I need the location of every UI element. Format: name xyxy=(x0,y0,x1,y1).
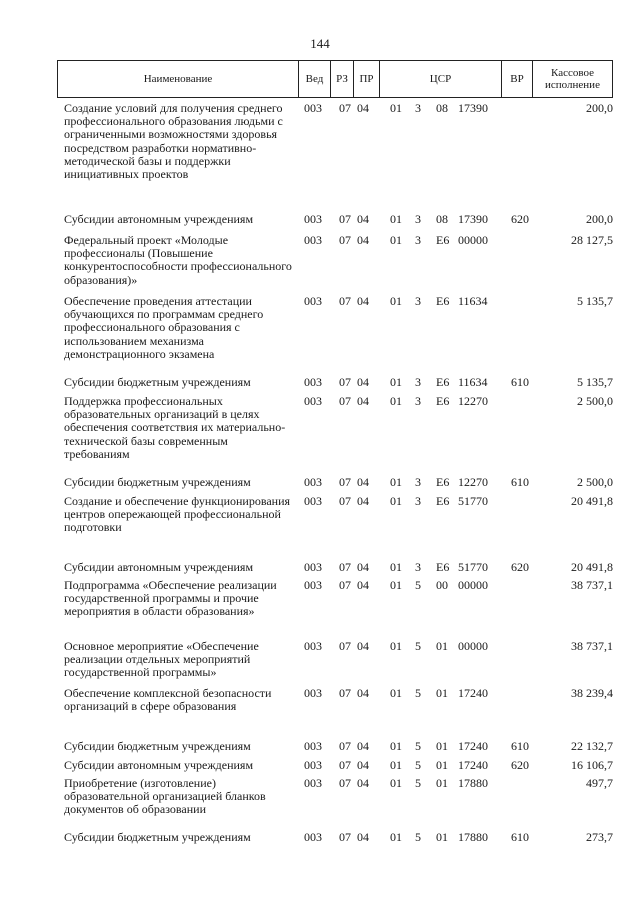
csr-event-cell: Е6 xyxy=(436,233,450,247)
csr-subprogram-cell: 3 xyxy=(415,212,421,226)
ved-cell: 003 xyxy=(304,294,322,308)
header-name: Наименование xyxy=(143,73,213,85)
csr-direction-cell: 12270 xyxy=(458,394,488,408)
csr-subprogram-cell: 5 xyxy=(415,758,421,772)
pr-cell: 04 xyxy=(357,739,369,753)
amount-cell: 38 737,1 xyxy=(571,639,613,653)
rz-cell: 07 xyxy=(339,758,351,772)
vr-cell: 620 xyxy=(511,758,529,772)
ved-cell: 003 xyxy=(304,686,322,700)
csr-event-cell: 01 xyxy=(436,739,448,753)
csr-subprogram-cell: 5 xyxy=(415,686,421,700)
csr-direction-cell: 17880 xyxy=(458,776,488,790)
csr-direction-cell: 17880 xyxy=(458,830,488,844)
name-cell: Обеспечение комплексной безопасности организаций в сфере образования xyxy=(64,686,272,714)
vr-cell: 610 xyxy=(511,375,529,389)
csr-event-cell: Е6 xyxy=(436,494,450,508)
ved-cell: 003 xyxy=(304,475,322,489)
table-row xyxy=(0,495,640,548)
page-number: 144 xyxy=(310,36,330,51)
csr-subprogram-cell: 5 xyxy=(415,639,421,653)
name-cell: Создание и обеспечение функционирования центров опережающей профессиональной подготовки xyxy=(64,494,291,535)
ved-cell: 003 xyxy=(304,739,322,753)
rz-cell: 07 xyxy=(339,394,351,408)
vr-cell: 620 xyxy=(511,212,529,226)
header-csr: ЦСР xyxy=(379,61,501,97)
table-header xyxy=(57,60,613,98)
pr-cell: 04 xyxy=(357,494,369,508)
csr-subprogram-cell: 3 xyxy=(415,101,421,115)
vr-cell: 620 xyxy=(511,560,529,574)
csr-event-cell: Е6 xyxy=(436,475,450,489)
amount-cell: 5 135,7 xyxy=(577,294,613,308)
csr-program-cell: 01 xyxy=(390,686,402,700)
pr-cell: 04 xyxy=(357,233,369,247)
csr-program-cell: 01 xyxy=(390,212,402,226)
pr-cell: 04 xyxy=(357,101,369,115)
table-row xyxy=(0,759,640,772)
ved-cell: 003 xyxy=(304,639,322,653)
rz-cell: 07 xyxy=(339,686,351,700)
csr-program-cell: 01 xyxy=(390,739,402,753)
csr-program-cell: 01 xyxy=(390,375,402,389)
name-cell: Обеспечение проведения аттестации обучающихся по программам среднего профессионального образования с использованием механизма демонстрационного экзамена xyxy=(64,294,264,361)
csr-subprogram-cell: 3 xyxy=(415,394,421,408)
csr-event-cell: Е6 xyxy=(436,294,450,308)
rz-cell: 07 xyxy=(339,101,351,115)
header-pr: ПР xyxy=(353,61,379,97)
rz-cell: 07 xyxy=(339,212,351,226)
csr-program-cell: 01 xyxy=(390,758,402,772)
csr-direction-cell: 17240 xyxy=(458,758,488,772)
amount-cell: 20 491,8 xyxy=(571,494,613,508)
name-cell: Поддержка профессиональных образовательных организаций в целях обеспечения соответствия их материально-технической базы современным требованиям xyxy=(64,394,286,461)
csr-program-cell: 01 xyxy=(390,776,402,790)
table-row xyxy=(0,101,640,182)
name-cell: Субсидии бюджетным учреждениям xyxy=(64,475,251,489)
csr-subprogram-cell: 3 xyxy=(415,375,421,389)
vr-cell: 610 xyxy=(511,739,529,753)
pr-cell: 04 xyxy=(357,686,369,700)
amount-cell: 20 491,8 xyxy=(571,560,613,574)
csr-program-cell: 01 xyxy=(390,475,402,489)
amount-cell: 497,7 xyxy=(586,776,613,790)
rz-cell: 07 xyxy=(339,494,351,508)
rz-cell: 07 xyxy=(339,739,351,753)
amount-cell: 273,7 xyxy=(586,830,613,844)
ved-cell: 003 xyxy=(304,560,322,574)
ved-cell: 003 xyxy=(304,212,322,226)
name-cell: Федеральный проект «Молодые профессионалы (Повышение конкурентоспособности профессионального образования)» xyxy=(64,233,292,287)
rz-cell: 07 xyxy=(339,578,351,592)
rz-cell: 07 xyxy=(339,375,351,389)
csr-direction-cell: 00000 xyxy=(458,578,488,592)
name-cell: Субсидии бюджетным учреждениям xyxy=(64,739,251,753)
csr-subprogram-cell: 5 xyxy=(415,830,421,844)
table-row xyxy=(0,395,640,461)
csr-subprogram-cell: 3 xyxy=(415,475,421,489)
amount-cell: 16 106,7 xyxy=(571,758,613,772)
vr-cell: 610 xyxy=(511,830,529,844)
pr-cell: 04 xyxy=(357,578,369,592)
table-row xyxy=(0,740,640,753)
table-row xyxy=(0,376,640,389)
csr-event-cell: 01 xyxy=(436,830,448,844)
table-row xyxy=(0,831,640,844)
csr-direction-cell: 17240 xyxy=(458,686,488,700)
amount-cell: 200,0 xyxy=(586,212,613,226)
rz-cell: 07 xyxy=(339,830,351,844)
name-cell: Субсидии автономным учреждениям xyxy=(64,212,254,226)
csr-event-cell: Е6 xyxy=(436,394,450,408)
csr-subprogram-cell: 3 xyxy=(415,494,421,508)
csr-event-cell: 01 xyxy=(436,686,448,700)
amount-cell: 38 737,1 xyxy=(571,578,613,592)
rz-cell: 07 xyxy=(339,475,351,489)
amount-cell: 38 239,4 xyxy=(571,686,613,700)
amount-cell: 2 500,0 xyxy=(577,475,613,489)
csr-event-cell: 08 xyxy=(436,212,448,226)
csr-direction-cell: 51770 xyxy=(458,494,488,508)
csr-program-cell: 01 xyxy=(390,233,402,247)
csr-event-cell: 01 xyxy=(436,639,448,653)
ved-cell: 003 xyxy=(304,101,322,115)
csr-direction-cell: 00000 xyxy=(458,233,488,247)
csr-program-cell: 01 xyxy=(390,578,402,592)
amount-cell: 2 500,0 xyxy=(577,394,613,408)
csr-subprogram-cell: 3 xyxy=(415,233,421,247)
ved-cell: 003 xyxy=(304,758,322,772)
csr-direction-cell: 17240 xyxy=(458,739,488,753)
table-row xyxy=(0,640,640,680)
amount-cell: 28 127,5 xyxy=(571,233,613,247)
csr-direction-cell: 17390 xyxy=(458,101,488,115)
name-cell: Основное мероприятие «Обеспечение реализации отдельных мероприятий государственной программы» xyxy=(64,639,259,680)
rz-cell: 07 xyxy=(339,639,351,653)
name-cell: Субсидии бюджетным учреждениям xyxy=(64,375,251,389)
pr-cell: 04 xyxy=(357,394,369,408)
csr-program-cell: 01 xyxy=(390,494,402,508)
table-row xyxy=(0,476,640,489)
ved-cell: 003 xyxy=(304,233,322,247)
amount-cell: 22 132,7 xyxy=(571,739,613,753)
header-rz: РЗ xyxy=(330,61,353,97)
pr-cell: 04 xyxy=(357,294,369,308)
pr-cell: 04 xyxy=(357,639,369,653)
csr-direction-cell: 11634 xyxy=(458,375,488,389)
csr-subprogram-cell: 5 xyxy=(415,578,421,592)
name-cell: Приобретение (изготовление) образовательной организацией бланков документов об образовании xyxy=(64,776,266,817)
csr-event-cell: 01 xyxy=(436,776,448,790)
header-ved: Вед xyxy=(298,61,330,97)
csr-direction-cell: 51770 xyxy=(458,560,488,574)
rz-cell: 07 xyxy=(339,560,351,574)
table-row xyxy=(0,561,640,574)
csr-program-cell: 01 xyxy=(390,394,402,408)
pr-cell: 04 xyxy=(357,830,369,844)
header-amount: Кассовое исполнение xyxy=(532,61,612,97)
ved-cell: 003 xyxy=(304,375,322,389)
csr-subprogram-cell: 5 xyxy=(415,739,421,753)
ved-cell: 003 xyxy=(304,578,322,592)
csr-direction-cell: 17390 xyxy=(458,212,488,226)
header-vr: ВР xyxy=(501,61,532,97)
name-cell: Субсидии автономным учреждениям xyxy=(64,560,254,574)
amount-cell: 200,0 xyxy=(586,101,613,115)
csr-subprogram-cell: 3 xyxy=(415,560,421,574)
vr-cell: 610 xyxy=(511,475,529,489)
name-cell: Субсидии автономным учреждениям xyxy=(64,758,254,772)
pr-cell: 04 xyxy=(357,475,369,489)
csr-program-cell: 01 xyxy=(390,560,402,574)
table-row xyxy=(0,213,640,226)
ved-cell: 003 xyxy=(304,776,322,790)
rz-cell: 07 xyxy=(339,233,351,247)
csr-program-cell: 01 xyxy=(390,101,402,115)
pr-cell: 04 xyxy=(357,212,369,226)
rz-cell: 07 xyxy=(339,776,351,790)
csr-direction-cell: 12270 xyxy=(458,475,488,489)
ved-cell: 003 xyxy=(304,494,322,508)
pr-cell: 04 xyxy=(357,776,369,790)
csr-subprogram-cell: 5 xyxy=(415,776,421,790)
csr-program-cell: 01 xyxy=(390,830,402,844)
table-row xyxy=(0,687,640,727)
csr-event-cell: 01 xyxy=(436,758,448,772)
table-row xyxy=(0,234,640,287)
csr-event-cell: Е6 xyxy=(436,560,450,574)
table-row xyxy=(0,295,640,361)
csr-program-cell: 01 xyxy=(390,294,402,308)
csr-direction-cell: 11634 xyxy=(458,294,488,308)
rz-cell: 07 xyxy=(339,294,351,308)
ved-cell: 003 xyxy=(304,830,322,844)
pr-cell: 04 xyxy=(357,560,369,574)
name-cell: Подпрограмма «Обеспечение реализации государственной программы и прочие мероприятия в области образования» xyxy=(64,578,277,619)
ved-cell: 003 xyxy=(304,394,322,408)
table-row xyxy=(0,579,640,632)
name-cell: Создание условий для получения среднего профессионального образования людьми с ограниченными возможностями здоровья посредством разработки нормативно-методической базы и поддержки инициативных проектов xyxy=(64,101,283,182)
pr-cell: 04 xyxy=(357,375,369,389)
csr-direction-cell: 00000 xyxy=(458,639,488,653)
table-row xyxy=(0,777,640,817)
amount-cell: 5 135,7 xyxy=(577,375,613,389)
csr-subprogram-cell: 3 xyxy=(415,294,421,308)
csr-event-cell: Е6 xyxy=(436,375,450,389)
csr-program-cell: 01 xyxy=(390,639,402,653)
csr-event-cell: 08 xyxy=(436,101,448,115)
name-cell: Субсидии бюджетным учреждениям xyxy=(64,830,251,844)
pr-cell: 04 xyxy=(357,758,369,772)
csr-event-cell: 00 xyxy=(436,578,448,592)
